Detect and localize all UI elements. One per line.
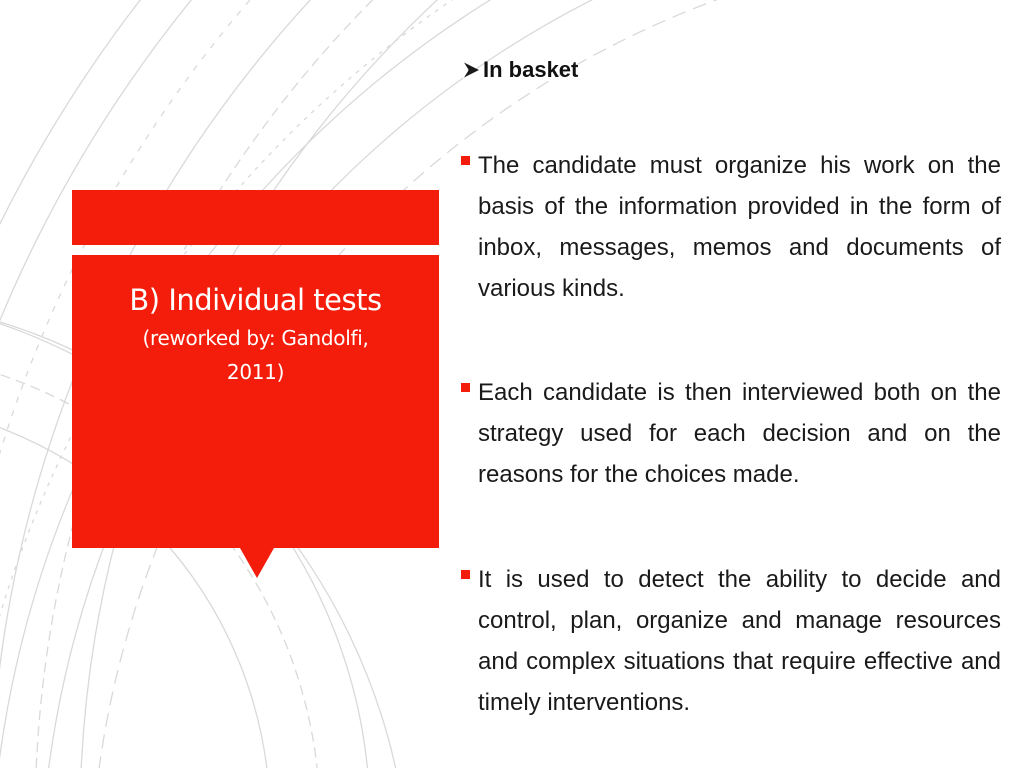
square-bullet-icon xyxy=(461,383,470,392)
section-title-block xyxy=(72,280,439,388)
arrow-right-icon xyxy=(461,60,481,80)
bullet-item xyxy=(461,559,1001,723)
topic-heading-text: In basket xyxy=(483,57,579,82)
bullet-item xyxy=(461,372,1001,495)
topic-heading xyxy=(461,55,578,85)
panel-pointer-triangle xyxy=(240,548,274,578)
section-subtitle-line-2: 2011) xyxy=(226,360,285,384)
bullet-text: The candidate must organize his work on the basis of the information provided in the form of inbox, messages, memos and documents of various kinds. xyxy=(478,152,1001,302)
bullet-item xyxy=(461,145,1001,309)
red-accent-strip xyxy=(72,190,439,245)
section-title: B) Individual tests xyxy=(129,283,382,317)
section-subtitle-line-1: (reworked by: Gandolfi, xyxy=(142,326,369,350)
square-bullet-icon xyxy=(461,156,470,165)
bullet-text: Each candidate is then interviewed both on the strategy used for each decision and on the reasons for the choices made. xyxy=(478,379,1001,488)
bullet-text: It is used to detect the ability to decide and control, plan, organize and manage resources and complex situations that require effective and timely interventions. xyxy=(478,566,1001,716)
square-bullet-icon xyxy=(461,570,470,579)
